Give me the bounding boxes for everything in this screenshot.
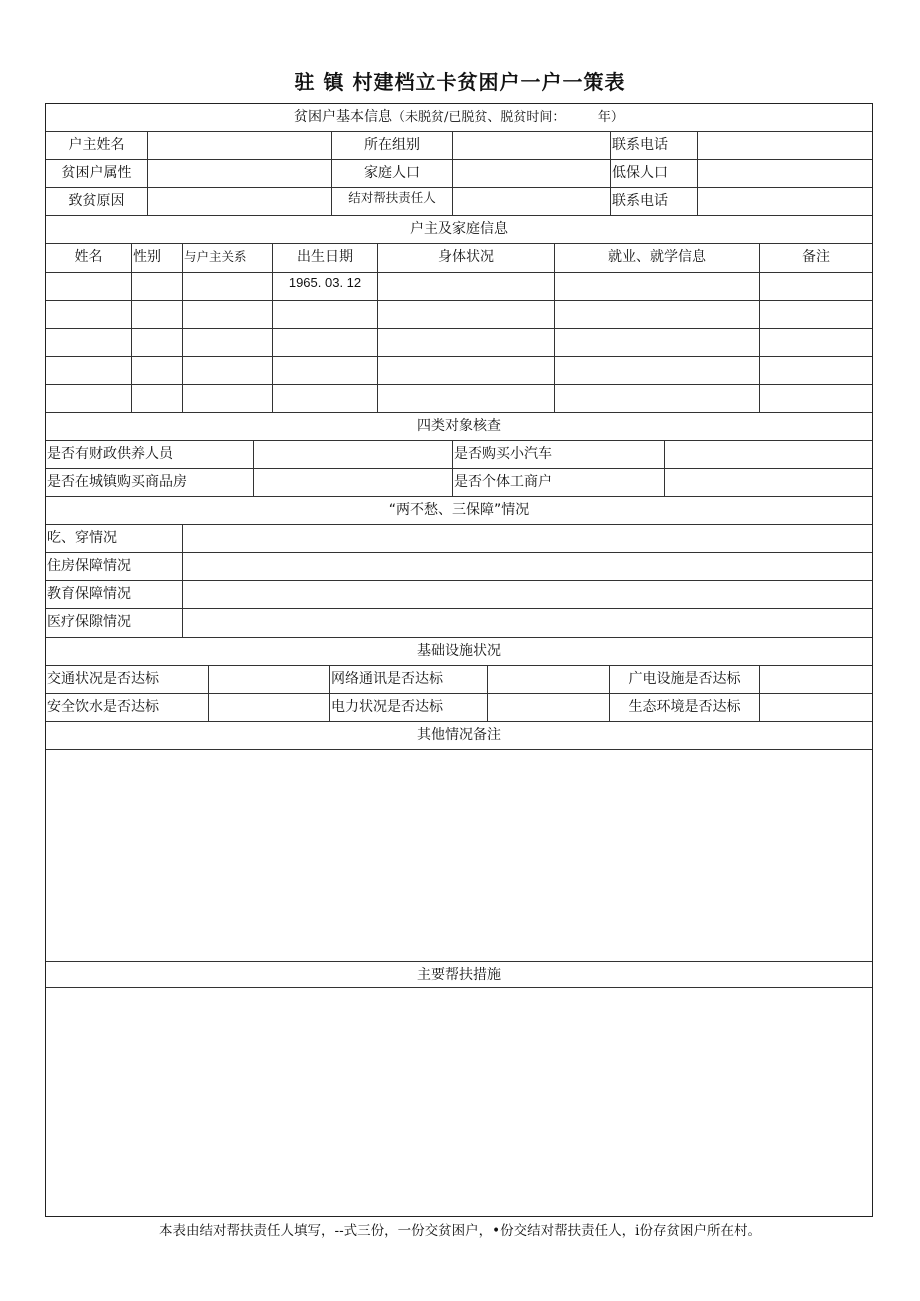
label-medical: 医疗保隙情况 (46, 609, 183, 637)
input-dibao[interactable] (698, 160, 872, 187)
cell-birthdate[interactable] (273, 329, 378, 356)
cell-employment[interactable] (555, 357, 760, 384)
four-row-2 (46, 469, 872, 497)
cell-name[interactable] (46, 301, 132, 328)
basic-row-3 (46, 188, 872, 216)
input-power[interactable] (488, 694, 610, 721)
label-responsible: 结对帮扶责任人 (332, 188, 453, 215)
cell-health[interactable] (378, 385, 555, 412)
cell-health[interactable] (378, 357, 555, 384)
table-row (46, 385, 872, 413)
table-row (46, 357, 872, 385)
input-fiscal-support[interactable] (254, 441, 453, 468)
cell-relation[interactable] (183, 385, 273, 412)
cell-relation[interactable] (183, 357, 273, 384)
input-broadcast[interactable] (760, 666, 872, 693)
cell-health[interactable] (378, 301, 555, 328)
input-responsible[interactable] (453, 188, 611, 215)
input-attribute[interactable] (148, 160, 332, 187)
cell-relation[interactable] (183, 329, 273, 356)
label-traffic: 交通状况是否达标 (46, 666, 209, 693)
input-cause[interactable] (148, 188, 332, 215)
cell-remark[interactable] (760, 301, 872, 328)
cell-birthdate[interactable] (273, 385, 378, 412)
input-education[interactable] (183, 581, 872, 608)
infra-row-1 (46, 666, 872, 694)
cell-remark[interactable] (760, 273, 872, 300)
cell-relation[interactable] (183, 301, 273, 328)
input-housing[interactable] (183, 553, 872, 580)
col-name: 姓名 (46, 244, 132, 272)
input-business[interactable] (665, 469, 872, 496)
cell-gender[interactable] (132, 329, 183, 356)
cell-name[interactable] (46, 357, 132, 384)
cell-birthdate[interactable]: 1965. 03. 12 (273, 273, 378, 300)
label-group: 所在组别 (332, 132, 453, 159)
input-car[interactable] (665, 441, 872, 468)
table-row (46, 301, 872, 329)
col-birthdate: 出生日期 (273, 244, 378, 272)
label-education: 教育保障情况 (46, 581, 183, 608)
label-fiscal-support: 是否有财政供养人员 (46, 441, 254, 468)
cell-employment[interactable] (555, 301, 760, 328)
label-business: 是否个体工商户 (453, 469, 665, 496)
cell-remark[interactable] (760, 357, 872, 384)
cell-employment[interactable] (555, 329, 760, 356)
label-car: 是否购买小汽车 (453, 441, 665, 468)
col-relation: 与户主关系 (183, 244, 273, 272)
section-family: 户主及家庭信息 (46, 216, 872, 244)
cell-birthdate[interactable] (273, 301, 378, 328)
table-row (46, 329, 872, 357)
label-broadcast: 广电设施是否达标 (610, 666, 760, 693)
cell-name[interactable] (46, 385, 132, 412)
label-population: 家庭人口 (332, 160, 453, 187)
cell-gender[interactable] (132, 301, 183, 328)
input-head-name[interactable] (148, 132, 332, 159)
cell-remark[interactable] (760, 385, 872, 412)
cell-employment[interactable] (555, 273, 760, 300)
cell-remark[interactable] (760, 329, 872, 356)
other-notes-area[interactable] (46, 750, 872, 962)
family-header-row (46, 244, 872, 273)
input-traffic[interactable] (209, 666, 330, 693)
label-network: 网络通讯是否达标 (330, 666, 488, 693)
label-phone-2: 联系电话 (611, 188, 698, 215)
basic-row-1 (46, 132, 872, 160)
col-employment: 就业、就学信息 (555, 244, 760, 272)
section-infrastructure: 基础设施状况 (46, 638, 872, 666)
input-house[interactable] (254, 469, 453, 496)
input-group[interactable] (453, 132, 611, 159)
two-three-row (46, 609, 872, 638)
label-power: 电力状况是否达标 (330, 694, 488, 721)
cell-relation[interactable] (183, 273, 273, 300)
cell-gender[interactable] (132, 357, 183, 384)
label-head-name: 户主姓名 (46, 132, 148, 159)
label-water: 安全饮水是否达标 (46, 694, 209, 721)
basic-row-2 (46, 160, 872, 188)
col-health: 身体状况 (378, 244, 555, 272)
input-ecology[interactable] (760, 694, 872, 721)
two-three-row (46, 525, 872, 553)
input-food-clothing[interactable] (183, 525, 872, 552)
measures-area[interactable] (46, 988, 872, 1216)
col-gender: 性别 (132, 244, 183, 272)
label-attribute: 贫困户属性 (46, 160, 148, 187)
section-other-notes: 其他情况备注 (46, 722, 872, 750)
cell-name[interactable] (46, 329, 132, 356)
input-network[interactable] (488, 666, 610, 693)
four-row-1 (46, 441, 872, 469)
label-ecology: 生态环境是否达标 (610, 694, 760, 721)
input-phone-1[interactable] (698, 132, 872, 159)
section-four-check: 四类对象核查 (46, 413, 872, 441)
footer-note: 本表由结对帮扶责任人填写，--式三份，一份交贫困户，•份交结对帮扶责任人，i份存贫困户所在村。 (159, 1223, 761, 1239)
input-phone-2[interactable] (698, 188, 872, 215)
label-house: 是否在城镇购买商品房 (46, 469, 254, 496)
cell-gender[interactable] (132, 385, 183, 412)
section-basic-info (46, 104, 872, 132)
two-three-row (46, 553, 872, 581)
cell-health[interactable] (378, 329, 555, 356)
cell-health[interactable] (378, 273, 555, 300)
label-food-clothing: 吃、穿情况 (46, 525, 183, 552)
form-title: 驻 镇 村建档立卡贫困户一户一策表 (294, 70, 626, 94)
section-two-three: “两不愁、三保障”情况 (46, 497, 872, 525)
cell-gender[interactable] (132, 273, 183, 300)
input-population[interactable] (453, 160, 611, 187)
two-three-row (46, 581, 872, 609)
label-cause: 致贫原因 (46, 188, 148, 215)
label-housing: 住房保障情况 (46, 553, 183, 580)
section-measures: 主要帮扶措施 (46, 962, 872, 988)
cell-name[interactable] (46, 273, 132, 300)
infra-row-2 (46, 694, 872, 722)
section-basic-note: （未脱贫/已脱贫、脱贫时间： 年） (392, 110, 624, 125)
cell-employment[interactable] (555, 385, 760, 412)
label-phone-1: 联系电话 (611, 132, 698, 159)
label-dibao: 低保人口 (611, 160, 698, 187)
cell-birthdate[interactable] (273, 357, 378, 384)
col-remark: 备注 (802, 249, 830, 265)
input-water[interactable] (209, 694, 330, 721)
table-row (46, 273, 872, 301)
input-medical[interactable] (183, 609, 872, 637)
section-basic-title: 贫困户基本信息 (294, 109, 393, 125)
poverty-household-form (45, 103, 873, 1217)
